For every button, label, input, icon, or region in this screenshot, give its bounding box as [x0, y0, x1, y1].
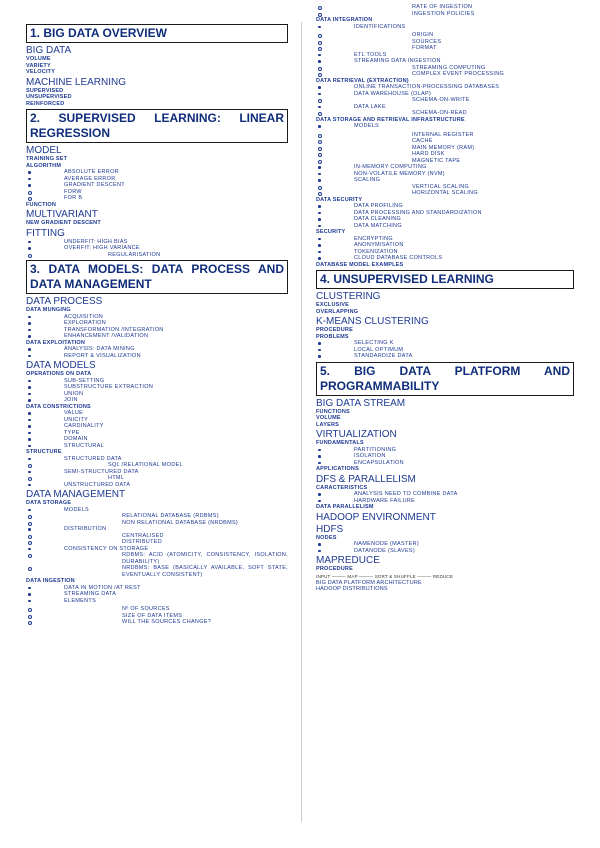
- list-item: ENCAPSULATION: [316, 460, 574, 467]
- label-security: SECURITY: [316, 229, 346, 235]
- list-item: TYPE: [26, 430, 288, 437]
- list-item: ONLINE TRANSACTION-PROCESSING DATABASES: [316, 84, 574, 91]
- list-item: STREAMING DATA INGESTION: [316, 58, 574, 65]
- heading-kmeans: K-MEANS CLUSTERING: [316, 316, 429, 327]
- label-fundamentals: FUNDAMENTALS: [316, 440, 364, 446]
- heading-stream: BIG DATA STREAM: [316, 397, 406, 409]
- list-item: SCALING: [316, 177, 574, 184]
- list-item: SQL /RELATIONAL MODEL: [26, 462, 288, 469]
- list-item: CENTRALISED: [26, 533, 288, 540]
- list-item: DATA CLEANING: [316, 216, 574, 223]
- label-training-set: TRAINING SET: [26, 156, 68, 162]
- label-database-examples: DATABASE MODEL EXAMPLES: [316, 261, 404, 268]
- heading-clustering: CLUSTERING: [316, 291, 381, 302]
- list-item: ELEMENTS: [26, 598, 288, 605]
- list-item: REPORT & VISUALIZATION: [26, 353, 288, 360]
- left-column: [26, 22, 288, 626]
- heading-multivariant: MULTIVARIANT: [26, 209, 98, 220]
- list-item: TOKENIZATION: [316, 249, 574, 256]
- list-item: AVERAGE ERROR: [26, 176, 288, 183]
- label-new-gradient: NEW GRADIENT DESCENT: [26, 220, 101, 226]
- list-item: UNION: [26, 391, 288, 398]
- column-divider: [301, 22, 302, 822]
- list-item: JOIN: [26, 397, 288, 404]
- label-procedure: PROCEDURE: [316, 566, 353, 572]
- list-item: SCHEMA-ON-READ: [316, 110, 574, 117]
- section-3-title: 3. DATA MODELS: DATA PROCESS AND DATA MANAGEMENT: [26, 260, 288, 294]
- right-column: [316, 4, 574, 593]
- section-1-title: 1. BIG DATA OVERVIEW: [26, 24, 288, 43]
- list-item: EXPLORATION: [26, 320, 288, 327]
- label-distributions: HADOOP DISTRIBUTIONS: [316, 586, 388, 592]
- label-functions: FUNCTIONS: [316, 408, 350, 415]
- list-item: UNDERFIT: HIGH BIAS: [26, 239, 288, 246]
- label-characteristics: CARACTERISTICS: [316, 484, 368, 491]
- list-item: INGESTION POLICIES: [316, 11, 574, 18]
- heading-virtualization: VIRTUALIZATION: [316, 429, 397, 440]
- list-item: FORW: [26, 189, 288, 196]
- label-data-storage: DATA STORAGE: [26, 500, 72, 506]
- list-item: CACHE: [316, 138, 574, 145]
- label-data-munging: DATA MUNGING: [26, 307, 71, 313]
- list-item: NON-VOLATILE MEMORY (NVM): [316, 171, 574, 178]
- list-item: ENHANCEMENT /VALIDATION: [26, 333, 288, 340]
- list-item: LOCAL OPTIMUM: [316, 347, 574, 354]
- list-item: MAGNETIC TAPE: [316, 158, 574, 165]
- list-item: RDBMS: ACID (ATOMICITY, CONSISTENCY, ISOLATION, DURABILITY): [26, 552, 288, 565]
- list-item: MODELS: [316, 123, 574, 130]
- list-item: FOR B: [26, 195, 288, 202]
- list-item: DISTRIBUTION: [26, 526, 288, 533]
- list-item: DATANODE (SLAVES): [316, 548, 574, 555]
- list-item: IDENTIFICATIONS: [316, 24, 574, 31]
- list-item: ANALYSIS NEED TO COMBINE DATA: [316, 491, 574, 498]
- list-item: MAIN MEMORY (RAM): [316, 145, 574, 152]
- label-data-parallelism: DATA PARALLELISM: [316, 504, 374, 510]
- heading-model: MODEL: [26, 145, 62, 156]
- label-data-ingestion: DATA INGESTION: [26, 578, 75, 584]
- label-volume: VOLUME: [26, 56, 51, 62]
- list-item: INTERNAL REGISTER: [316, 132, 574, 139]
- list-item: CLOUD DATABASE CONTROLS: [316, 255, 574, 262]
- label-operations: OPERATIONS ON DATA: [26, 371, 92, 377]
- list-item: STANDARDIZE DATA: [316, 353, 574, 360]
- list-item: ETL TOOLS: [316, 52, 574, 59]
- list-item: DATA MATCHING: [316, 223, 574, 230]
- list-item: DATA PROCESSING AND STANDARDIZATION: [316, 210, 574, 217]
- heading-big-data: BIG DATA: [26, 45, 72, 56]
- list-item: COMPLEX EVENT PROCESSING: [316, 71, 574, 78]
- heading-data-process: DATA PROCESS: [26, 296, 103, 307]
- list-item: UNSTRUCTURED DATA: [26, 482, 288, 489]
- section-5-title: 5. BIG DATA PLATFORM AND PROGRAMMABILITY: [316, 362, 574, 396]
- heading-data-models: DATA MODELS: [26, 360, 96, 371]
- list-item: DOMAIN: [26, 436, 288, 443]
- label-nodes: NODES: [316, 534, 337, 541]
- list-item: ENCRYPTING: [316, 236, 574, 243]
- heading-data-management: DATA MANAGEMENT: [26, 489, 126, 500]
- list-item: ORIGIN: [316, 32, 574, 39]
- label-architecture: BIG DATA PLATFORM ARCHITECTURE: [316, 579, 422, 586]
- label-velocity: VELOCITY: [26, 69, 56, 75]
- section-4-title: 4. UNSUPERVISED LEARNING: [316, 270, 574, 289]
- list-item: HTML: [26, 475, 288, 482]
- list-item: STREAMING DATA: [26, 591, 288, 598]
- label-layers: LAYERS: [316, 421, 340, 428]
- label-unsupervised: UNSUPERVISED: [26, 94, 72, 100]
- list-item: VERTICAL SCALING: [316, 184, 574, 191]
- list-item: NRDBMS: BASE (BASICALLY AVAILABLE, SOFT STATE, EVENTUALLY CONSISTENT): [26, 565, 288, 578]
- list-item: HORIZONTAL SCALING: [316, 190, 574, 197]
- heading-dfs: DFS & PARALLELISM: [316, 473, 416, 485]
- list-item: ACQUISITION: [26, 314, 288, 321]
- section-2-title: 2. SUPERVISED LEARNING: LINEAR REGRESSION: [26, 109, 288, 143]
- list-item: STREAMING COMPUTING: [316, 65, 574, 72]
- list-item: IN-MEMORY COMPUTING: [316, 164, 574, 171]
- list-item: SUBSTRUCTURE EXTRACTION: [26, 384, 288, 391]
- list-item: NAMENODE (MASTER): [316, 541, 574, 548]
- label-data-integration: DATA INTEGRATION: [316, 17, 373, 23]
- list-item: OVERFIT: HIGH VARIANCE: [26, 245, 288, 252]
- list-item: ANONYMISATION: [316, 242, 574, 249]
- list-item: HARD DISK: [316, 151, 574, 158]
- list-item: REGULARISATION: [26, 252, 288, 259]
- heading-mapreduce: MAPREDUCE: [316, 555, 380, 566]
- list-item: CARDINALITY: [26, 423, 288, 430]
- list-item: STRUCTURED DATA: [26, 456, 288, 463]
- label-volume: VOLUME: [316, 415, 341, 421]
- list-item: SELECTING K: [316, 340, 574, 347]
- label-procedure: PROCEDURE: [316, 327, 353, 333]
- list-item: RELATIONAL DATABASE (RDBMS): [26, 513, 288, 520]
- label-exclusive: EXCLUSIVE: [316, 302, 349, 308]
- list-item: TRANSFORMATION /INTEGRATION: [26, 327, 288, 334]
- label-problems: PROBLEMS: [316, 333, 349, 340]
- list-item: Nº OF SOURCES: [26, 606, 288, 613]
- label-function: FUNCTION: [26, 201, 57, 208]
- list-item: DATA WAREHOUSE (OLAP): [316, 91, 574, 98]
- list-item: ISOLATION: [316, 453, 574, 460]
- label-applications: APPLICATIONS: [316, 466, 359, 472]
- list-item: NON RELATIONAL DATABASE (NRDBMS): [26, 520, 288, 527]
- heading-hadoop: HADOOP ENVIRONMENT: [316, 511, 436, 523]
- list-item: SCHEMA-ON-WRITE: [316, 97, 574, 104]
- list-item: SUB-SETTING: [26, 378, 288, 385]
- list-item: SEMI-STRUCTURED DATA: [26, 469, 288, 476]
- mapreduce-flow: INPUT ——— MAP ——— SORT & SHUFFLE ——— REDUCE: [316, 573, 454, 579]
- list-item: UNICITY: [26, 417, 288, 424]
- list-item: SOURCES: [316, 39, 574, 46]
- list-item: ABSOLUTE ERROR: [26, 169, 288, 176]
- list-item: RATE OF INGESTION: [316, 4, 574, 11]
- list-item: DISTRIBUTED: [26, 539, 288, 546]
- list-item: STRUCTURAL: [26, 443, 288, 450]
- list-item: FORMAT: [316, 45, 574, 52]
- label-constrictions: DATA CONSTRICTIONS: [26, 403, 91, 410]
- list-item: DATA IN MOTION /AT REST: [26, 585, 288, 592]
- list-item: HARDWARE FAILURE: [316, 498, 574, 505]
- heading-hdfs: HDFS: [316, 523, 344, 535]
- list-item: CONSISTENCY ON STORAGE: [26, 546, 288, 553]
- list-item: ANALYSIS: DATA MINING: [26, 346, 288, 353]
- label-supervised: SUPERVISED: [26, 87, 64, 94]
- list-item: DATA LAKE: [316, 104, 574, 111]
- heading-fitting: FITTING: [26, 227, 65, 239]
- list-item: WILL THE SOURCES CHANGE?: [26, 619, 288, 626]
- list-item: MODELS: [26, 507, 288, 514]
- label-infrastructure: DATA STORAGE AND RETRIEVAL INFRASTRUCTURE: [316, 116, 465, 123]
- list-item: GRADIENT DESCENT: [26, 182, 288, 189]
- heading-machine-learning: MACHINE LEARNING: [26, 76, 127, 88]
- label-algorithm: ALGORITHM: [26, 162, 62, 169]
- label-overlapping: OVERLAPPING: [316, 308, 359, 315]
- label-data-exploitation: DATA EXPLOITATION: [26, 339, 86, 346]
- list-item: SIZE OF DATA ITEMS: [26, 613, 288, 620]
- list-item: DATA PROFILING: [316, 203, 574, 210]
- label-reinforced: REINFORCED: [26, 100, 65, 107]
- list-item: VALUE: [26, 410, 288, 417]
- label-variety: VARIETY: [26, 62, 51, 69]
- label-data-retrieval: DATA RETRIEVAL (EXTRACTION): [316, 77, 409, 84]
- label-data-security: DATA SECURITY: [316, 196, 363, 203]
- label-structure: STRUCTURE: [26, 449, 62, 455]
- list-item: PARTITIONING: [316, 447, 574, 454]
